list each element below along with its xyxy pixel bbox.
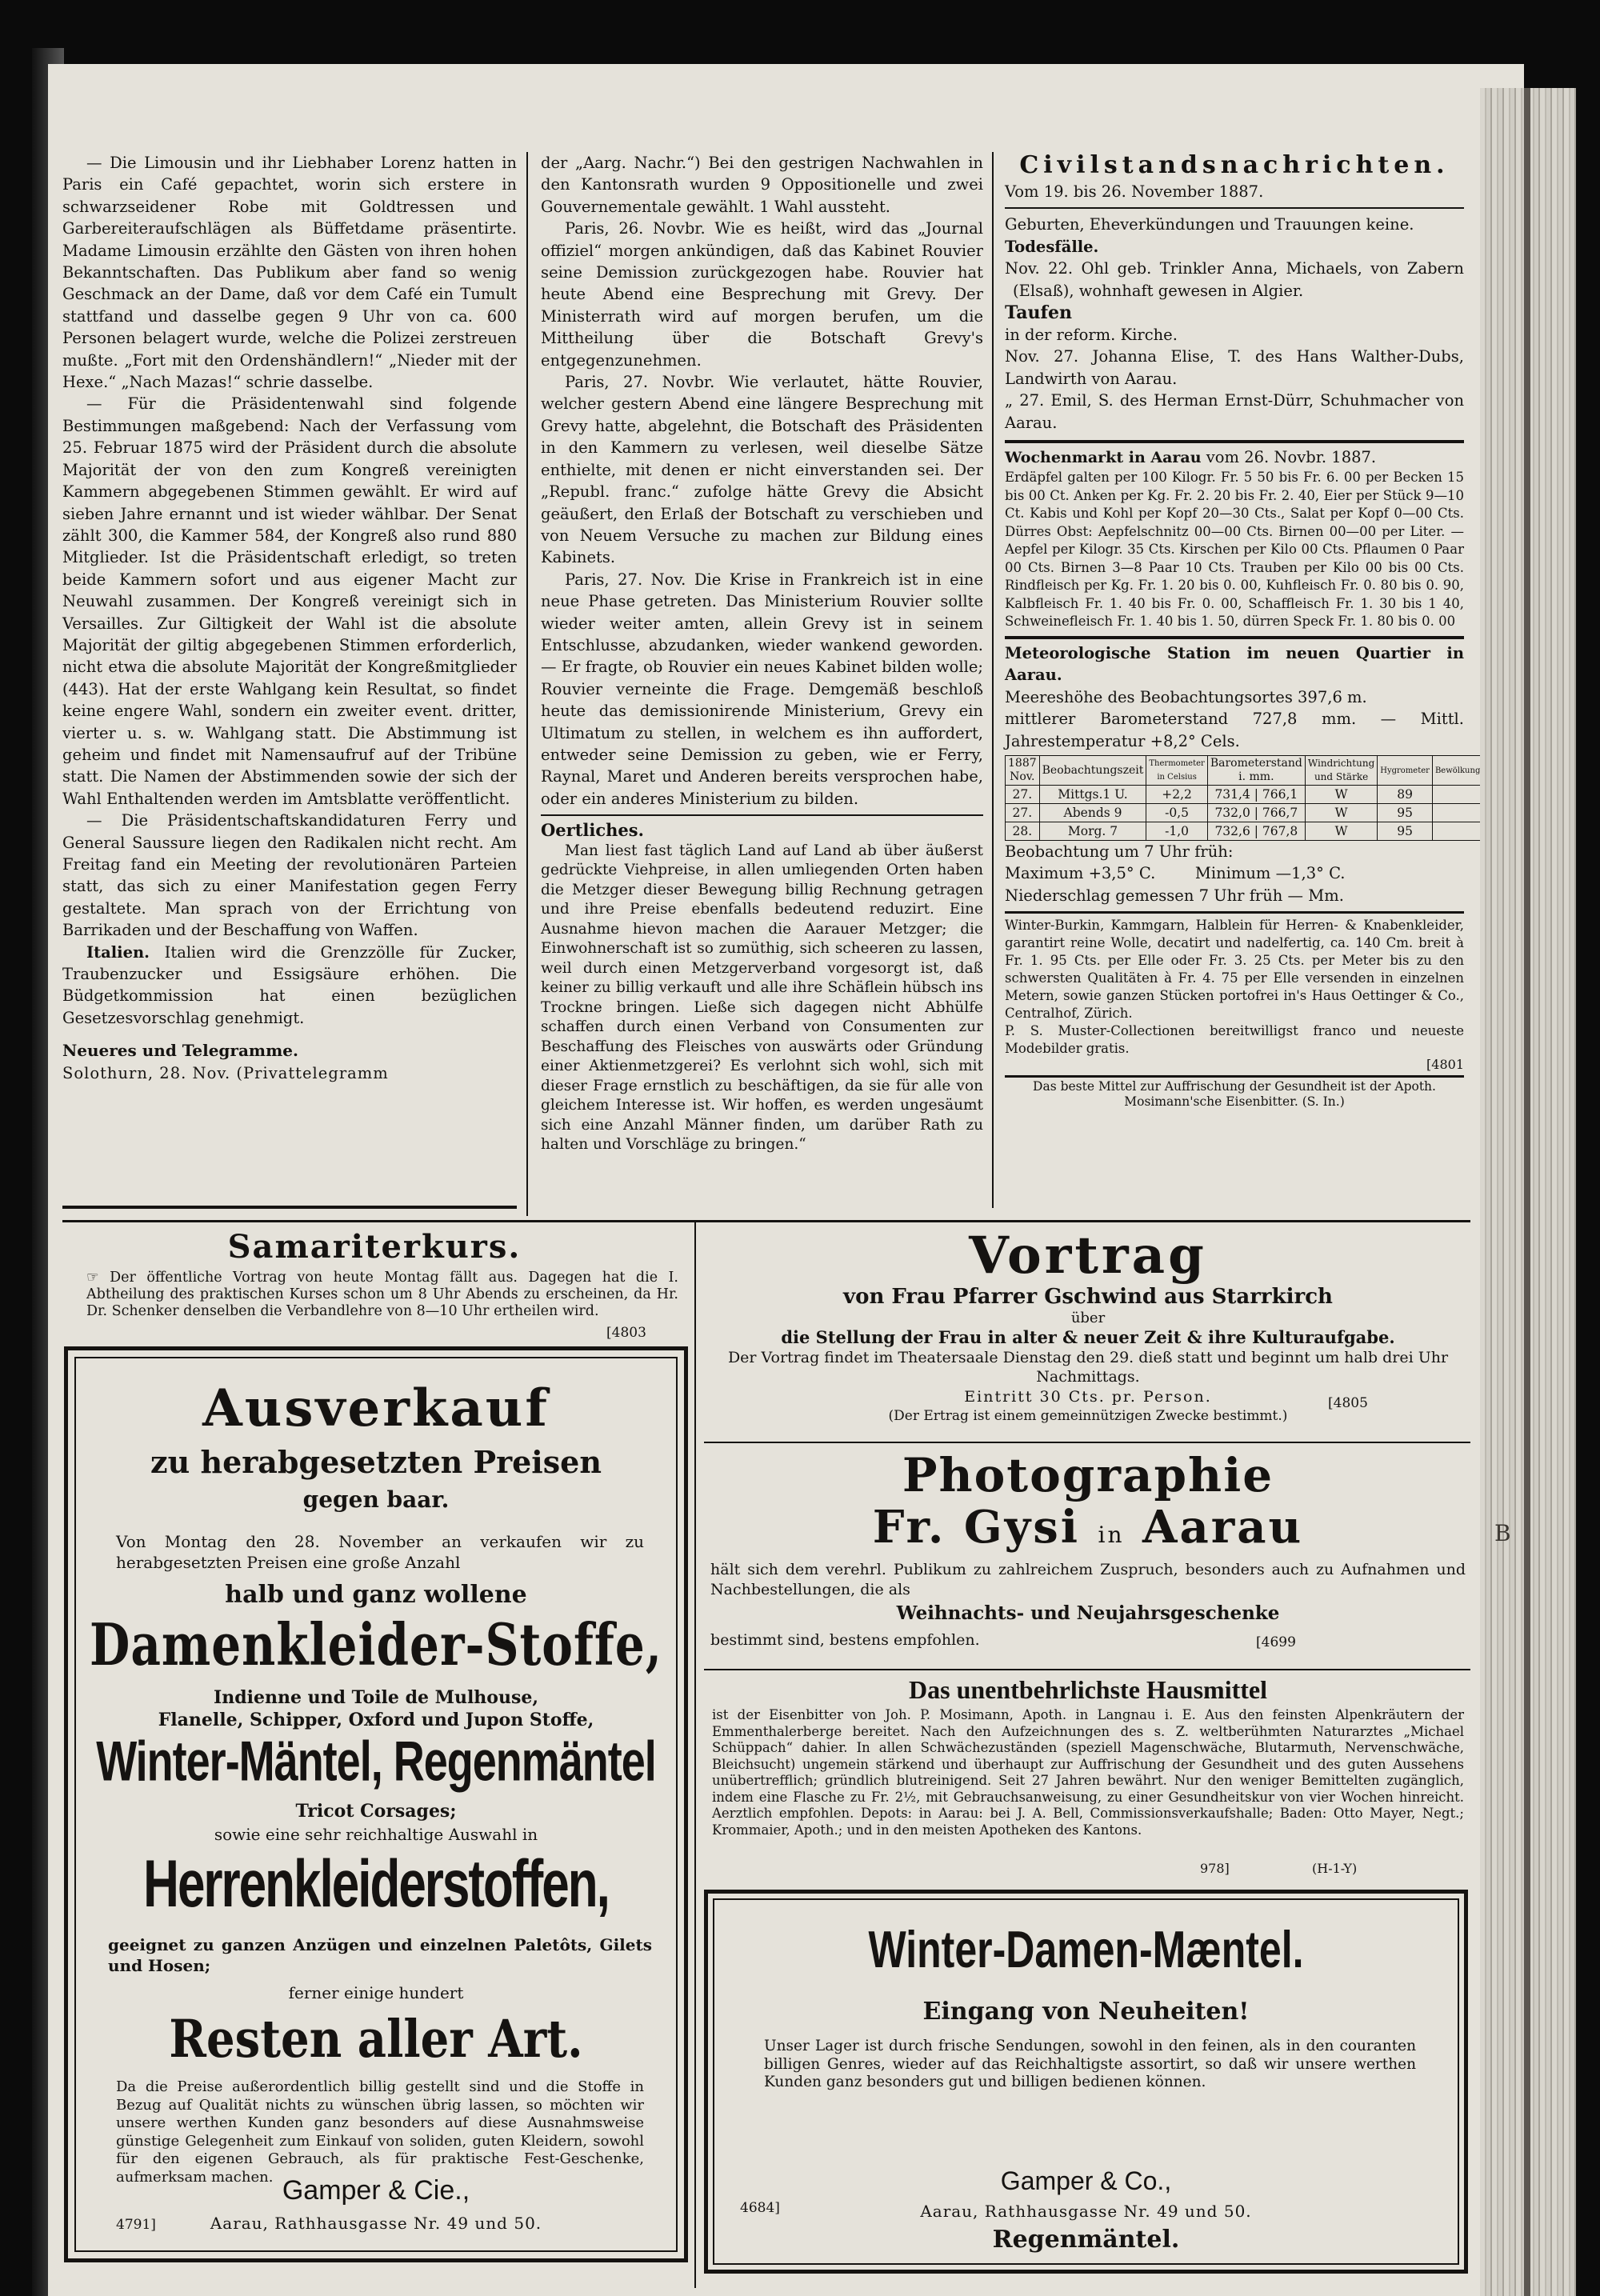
table-cell: Morg. 7 — [1039, 822, 1146, 841]
samariter-text — [86, 1270, 678, 1320]
table-cell: 95 — [1378, 804, 1433, 822]
oertliches-rule — [541, 814, 983, 816]
vortrag-topic: die Stellung der Frau in alter & neuer Zeit & ihre Kulturaufgabe. — [781, 1327, 1395, 1347]
ads-center-rule — [694, 1222, 696, 2288]
todesfaelle-heading: Todesfälle. — [1005, 237, 1099, 256]
baptism-1: Nov. 27. Johanna Elise, T. des Hans Walther-Dubs, Landwirth von Aarau. — [1005, 347, 1464, 388]
photo-text: hält sich dem verehrl. Publikum zu zahlreichem Zuspruch, besonders auch zu Aufnahmen und Nachbestellungen, die als — [710, 1561, 1466, 1598]
table-cell: -0,5 — [1146, 804, 1207, 822]
column-rule-left — [526, 152, 528, 1216]
ausverkauf-sowie: sowie eine sehr reichhaltige Auswahl in — [214, 1825, 538, 1844]
table-cell: W — [1305, 822, 1377, 841]
article-kandidaturen: — Die Präsidentschaftskandidaturen Ferry und General Saussure liegen den Radikalen nicht recht. Am Freitag fand ein Meeting der revolutionären Parteien statt, das sich zu einer Manifestation gegen Ferry gestaltete. Man sprach von der Errichtung von Barrikaden und der Beschaffung von Waffen. — [62, 811, 517, 940]
taufen-heading: Taufen — [1005, 302, 1072, 324]
hausmittel-code: (H-1-Y) — [1312, 1861, 1358, 1876]
samariter-title: Samariterkurs. — [227, 1228, 522, 1266]
winter-burkin-ps: P. S. Muster-Collectionen bereitwilligst franco und neueste Modebilder gratis. — [1005, 1023, 1464, 1057]
market-heading-line — [1005, 446, 1464, 469]
meteo-table-header — [1006, 756, 1546, 786]
damenmaentel-sub: Eingang von Neuheiten! — [922, 1998, 1250, 2026]
vortrag-number: [4805 — [1328, 1395, 1368, 1411]
hausmittel-text: ist der Eisenbitter von Joh. P. Mosimann, Apoth. in Langnau i. E. Aus den feinsten Alpenkräutern der Emmenthalerberge bereitet. Nach den Aufzeichnungen des s. Z. weltberühmten Naturarztes „Michael Schüppach“ dahier. In allen Schwächezuständen (speziell Magenschwäche, Blutarmuth, Nervenschwäche, Bleichsucht) ungemein stärkend und überhaupt zur Auffrischung der Gesundheit und des guten Aussehens unübertrefflich; gründlich blutreinigend. Seit 27 Jahren bewährt. Nur den weniger Bemittelten zugänglich, indem eine Flasche zu Fr. 2½, mit Gebrauchsanweisung, zu einer Gesundheitskur von vier Wochen hinreicht. Aerztlich empfohlen. Depots: in Aarau: bei J. A. Bell, Commissionsverkaufshalle; Baden: Otto Mayer, Negt.; Krommaier, Apoth.; und in den meisten Apotheken des Kantons. — [712, 1707, 1464, 1838]
vortrag-eintritt: Eintritt 30 Cts. pr. Person. — [964, 1388, 1212, 1406]
vortrag-by: von Frau Pfarrer Gschwind aus Starrkirch — [843, 1285, 1333, 1309]
civilstand-range: Vom 19. bis 26. November 1887. — [1005, 182, 1264, 201]
italien-heading: Italien. — [86, 942, 150, 962]
pointing-hand-icon: ☞ — [86, 1270, 110, 1286]
meteo-barometer: mittlerer Barometerstand 727,8 mm. — Mittl. Jahrestemperatur +8,2° Cels. — [1005, 710, 1464, 750]
civilstand-title: Civilstandsnachrichten. — [1019, 151, 1450, 179]
column-1 — [62, 152, 517, 1220]
meteo-col-date: 1887 Nov. — [1006, 756, 1040, 786]
ausverkauf-flanelle: Flanelle, Schipper, Oxford und Jupon Stoffe, — [158, 1710, 594, 1730]
market-date: vom 26. Novbr. 1887. — [1206, 448, 1377, 467]
col1-bottom-rule — [62, 1206, 517, 1209]
table-cell: 27. — [1006, 804, 1040, 822]
winter-burkin-ad: Winter-Burkin, Kammgarn, Halblein für Herren- & Knabenkleider, garantirt reine Wolle, decatirt und nadelfertig, ca. 140 Cm. breit à Fr. 1. 95 Cts. per Elle oder Fr. 3. 25 Cts. per Meter bis zu den schwersten Qualitäten à Fr. 4. 75 per Elle versenden in einzelnen Metern, sowie ganzen Stücken portofrei in's Haus Oettinger & Co., Centralhof, Zürich. — [1005, 918, 1464, 1022]
meteo-observation: Beobachtung um 7 Uhr früh: — [1005, 842, 1234, 861]
hausmittel-ad — [704, 1674, 1472, 1882]
meteo-col-thermo: Thermometer in Celsius — [1146, 756, 1207, 786]
photo-ad — [704, 1448, 1472, 1664]
article-paris-26: Paris, 26. Novbr. Wie es heißt, wird das „Journal offiziel“ morgen ankündigen, daß das Kabinet Rouvier seine Demission zurückgezogen habe. Rouvier hat heute Abend eine Besprechung mit Grevy. Der Ministerrath wird auf morgen berufen, um die Mittheilung über die Botschaft Grevy's entgegenzunehmen. — [541, 219, 983, 370]
meteo-col-time: Beobachtungszeit — [1039, 756, 1146, 786]
winter-burkin-number: [4801 — [1426, 1057, 1464, 1073]
article-paris-27a: Paris, 27. Novbr. Wie verlautet, hätte Rouvier, welcher gestern Abend eine längere Besprechung mit Grevy hatte, abgelehnt, die Botschaft des Präsidenten in den Kammern zu verlesen, weil dieselbe Sätze enthielte, mit denen er nicht einverstanden sei. Der „Republ. franc.“ zufolge hätte Grevy die Absicht geäußert, den Erlaß der Botschaft zu verschieben und von Neuem Versuche zu machen zur Bildung eines Kabinets. — [541, 373, 983, 567]
ausverkauf-intro: Von Montag den 28. November an verkaufen wir zu herabgesetzten Preisen eine große Anzahl — [116, 1532, 644, 1572]
death-entry: Nov. 22. Ohl geb. Trinkler Anna, Michaels, von Zabern (Elsaß), wohnhaft gewesen in Algier. — [1005, 259, 1464, 300]
ausverkauf-geeignet: geeignet zu ganzen Anzügen und einzelnen Paletôts, Gilets und Hosen; — [108, 1935, 652, 1975]
samariter-body: Der öffentliche Vortrag von heute Montag fällt aus. Dagegen hat die I. Abtheilung des praktischen Kurses schon um 8 Uhr Abends zu erscheinen, da Hr. Dr. Schenker denselben die Verbandlehre von 8—10 Uhr ertheilen wird. — [86, 1270, 678, 1319]
ausverkauf-herren: Herrenkleiderstoffen, — [143, 1846, 609, 1922]
photo-bestimmt: bestimmt sind, bestens empfohlen. — [710, 1631, 980, 1649]
book-edge-shadow — [1524, 88, 1530, 2296]
column-3 — [1005, 151, 1481, 1304]
ausverkauf-halb: halb und ganz wollene — [225, 1581, 527, 1609]
photo-in: in — [1098, 1522, 1125, 1548]
winter-ad-rule — [1005, 911, 1464, 914]
photo-gifts: Weihnachts- und Neujahrsgeschenke — [896, 1602, 1280, 1624]
ausverkauf-address: Aarau, Rathhausgasse Nr. 49 und 50. — [210, 2214, 542, 2233]
damenmaentel-footer: Regenmäntel. — [992, 2226, 1180, 2254]
article-praesidentenwahl: — Für die Präsidentenwahl sind folgende Bestimmungen maßgebend: Nach der Verfassung vom 25. Februar 1875 wird der Präsident durch die absolute Majorität der von den zum Kongreß vereinigten Kammern abgegebenen Stimmen gewählt. Er wird auf sieben Jahre ernannt und ist wieder wählbar. Der Senat zählt 300, die Kammer 584, der Kongreß also rund 880 Mitglieder. Ist die Präsidentschaft erledigt, so treten beide Kammern sofort und aus eigener Macht zur Neuwahl zusammen. Der Kongreß vereinigt sich in Versailles. Zur Giltigkeit der Wahl ist die absolute Majorität der giltig abgegebenen Stimmen erforderlich, nicht etwa die absolute Majorität der Kongreßmitglieder (443). Hat der erste Wahlgang kein Resultat, so findet keine engere Wahl, sondern ein zweiter event. dritter, vierter u. s. w. Wahlgang statt. Die Abstimmung ist geheim und findet mit Namensaufruf auf der Tribüne statt. Die Namen der Abstimmenden sowie der sich der Wahl Enthaltenden werden im Amtsblatte veröffentlicht. — [62, 394, 517, 808]
table-cell: 731,4 | 766,1 — [1207, 786, 1305, 804]
ausverkauf-ferner: ferner einige hundert — [288, 1983, 464, 2002]
table-cell: Abends 9 — [1039, 804, 1146, 822]
table-cell: 95 — [1378, 822, 1433, 841]
taufen-sub: in der reform. Kirche. — [1005, 326, 1178, 345]
meteo-col-baro: Barometerstand i. mm. — [1207, 756, 1305, 786]
column-rule-right — [992, 152, 994, 1208]
section-oertliches: Oertliches. — [541, 820, 644, 841]
meteo-col-wind: Windrichtung und Stärke — [1305, 756, 1377, 786]
photo-name-line — [704, 1502, 1472, 1560]
meteo-altitude: Meereshöhe des Beobachtungsortes 397,6 m. — [1005, 687, 1367, 706]
ausverkauf-body: Da die Preise außerordentlich billig gestellt sind und die Stoffe in Bezug auf Qualität nichts zu wünschen übrig lassen, so möchten wir unsere werthen Kunden ganz besonders auf diese Ausnahmsweise günstige Gelegenheit zum Einkauf von soliden, guten Kleidern, sowohl für den eigenen Gebrauch, als für praktische Fest-Geschenke, aufmerksam machen. — [116, 2078, 644, 2186]
table-cell: 732,0 | 766,7 — [1207, 804, 1305, 822]
ausverkauf-sub1: zu herabgesetzten Preisen — [150, 1444, 602, 1480]
table-cell: Mittgs.1 U. — [1039, 786, 1146, 804]
ausverkauf-indienne: Indienne und Toile de Mulhouse, — [213, 1687, 539, 1708]
table-cell — [1432, 786, 1482, 804]
table-cell: W — [1305, 786, 1377, 804]
ausverkauf-sub2: gegen baar. — [302, 1486, 450, 1513]
vortrag-ad — [704, 1228, 1472, 1436]
table-cell: 28. — [1006, 822, 1040, 841]
newspaper-page — [48, 64, 1524, 2296]
baptism-2: „ 27. Emil, S. des Herman Ernst-Dürr, Schuhmacher von Aarau. — [1005, 391, 1464, 432]
market-rule — [1005, 440, 1464, 443]
damenmaentel-address: Aarau, Rathhausgasse Nr. 49 und 50. — [920, 2202, 1252, 2221]
table-cell: +2,2 — [1146, 786, 1207, 804]
table-row — [1006, 822, 1546, 841]
damenmaentel-number: 4684] — [740, 2200, 780, 2216]
meteo-rule — [1005, 636, 1464, 639]
photo-rule — [704, 1669, 1470, 1670]
article-aarg: der „Aarg. Nachr.“) Bei den gestrigen Nachwahlen in den Kantonsrath wurden 9 Oppositionelle und zwei Gouvernementale gewählt. 1 Wahl aussteht. — [541, 154, 983, 216]
table-cell: 732,6 | 767,8 — [1207, 822, 1305, 841]
civilstand-none: Geburten, Eheverkündungen und Trauungen keine. — [1005, 215, 1414, 234]
section-neueres: Neueres und Telegramme. — [62, 1041, 298, 1061]
ausverkauf-title: Ausverkauf — [202, 1378, 550, 1438]
article-paris-27b: Paris, 27. Nov. Die Krise in Frankreich ist in eine neue Phase getreten. Das Ministerium Rouvier sollte wieder weiter amten, allein Grevy ist in seinem Entschlusse, abzudanken, wieder wankend geworden. — Er fragte, ob Rouvier ein neues Kabinet bilden wolle; Rouvier verneinte die Frage. Demgemäß beschloß heute das demissionirende Ministerium, Grevy ein Ultimatum zu stellen, in welchem es ihn auffordert, entweder seine Demission zu geben, wie er Ferry, Raynal, Maret und Anderen bereits versprochen habe, oder ein anderes Ministerium zu bilden. — [541, 570, 983, 808]
photo-name: Fr. Gysi — [872, 1501, 1081, 1554]
table-cell — [1432, 822, 1482, 841]
ausverkauf-winter: Winter-Mäntel, Regenmäntel — [96, 1730, 656, 1793]
ausverkauf-damenkleider: Damenkleider-Stoffe, — [90, 1610, 662, 1679]
samariter-number: [4803 — [606, 1325, 646, 1341]
eisen-rule — [1005, 1075, 1464, 1078]
italien-paragraph — [62, 942, 517, 1030]
vortrag-rule — [704, 1442, 1470, 1443]
vortrag-text: Der Vortrag findet im Theatersaale Dienstag den 29. dieß statt und beginnt um halb drei Uhr Nachmittags. — [727, 1349, 1449, 1386]
photo-city: Aarau — [1142, 1501, 1304, 1554]
meteo-col-cloud: Bewölkung — [1432, 756, 1482, 786]
table-cell: -1,0 — [1146, 822, 1207, 841]
meteo-maxmin: Maximum +3,5° C. Minimum —1,3° C. — [1005, 864, 1346, 883]
ausverkauf-number: 4791] — [116, 2217, 156, 2233]
eisenbitter-notice: Das beste Mittel zur Auffrischung der Gesundheit ist der Apoth. Mosimann'sche Eisenbitter. (S. In.) — [1033, 1079, 1436, 1110]
damenmaentel-ad — [704, 1890, 1468, 2274]
table-cell: W — [1305, 804, 1377, 822]
vortrag-ueber: über — [1070, 1310, 1106, 1326]
article-limousin: — Die Limousin und ihr Liebhaber Lorenz hatten in Paris ein Café gepachtet, worin sich erstere in schwarzseidener Robe mit Goldtressen und Garbereiteraufschlägen als Büffetdame präsentirte. Madame Limousin erzählte den Gästen von ihren hohen Bekanntschaften. Das Publikum aber fand so wenig Geschmack an der Dame, daß vor dem Café ein Tumult stattfand und dasselbe gegen 9 Uhr von ca. 600 Personen belagert wurde, welche die Polizei zerstreuen mußte. „Fort mit den Ordenshändlern!“ „Nieder mit der Hexe.“ „Nach Mazas!“ schrie dasselbe. — [62, 154, 517, 392]
photo-title: Photographie — [902, 1448, 1274, 1502]
article-viehpreise: Man liest fast täglich Land auf Land ab über äußerst gedrückte Viehpreise, in allen umliegenden Orten haben die Metzger dieser Bewegung billig Rechnung getragen und ihre Preise ebenfalls bedeutend reduzirt. Eine Ausnahme hievon machen die Aarauer Metzger; die Einwohnerschaft ist so zumüthig, sich scheeren zu lassen, weil durch einen Metzgerverband vorgesorgt ist, daß keiner zu billig verkauft und alle ihre Schäflein hübsch ins Trockne bringen. Ließe sich dagegen nicht Abhülfe schaffen durch einen Verband von Consumenten zur Beschaffung des Fleisches von auswärts oder Gründung einer Aktienmetzgerei? Es verlohnt sich wohl, sich mit dieser Frage ernstlich zu beschäftigen, da sie für alle von gleichem Interesse ist. Wir hoffen, es werden ungesäumt sich eine Anzahl Männer finden, um darüber Rath zu halten und Vorschläge zu bringen.“ — [541, 842, 983, 1154]
meteo-heading: Meteorologische Station im neuen Quartier in Aarau. — [1005, 643, 1464, 685]
column-2 — [541, 152, 983, 1228]
photo-number: [4699 — [1256, 1634, 1296, 1650]
damenmaentel-title: Winter-Damen-Mæntel. — [868, 1920, 1304, 1979]
ausverkauf-ad — [64, 1346, 688, 2262]
market-heading: Wochenmarkt in Aarau — [1005, 449, 1202, 467]
table-cell — [1432, 804, 1482, 822]
table-cell: 27. — [1006, 786, 1040, 804]
meteo-table — [1005, 755, 1546, 841]
ausverkauf-resten: Resten aller Art. — [169, 2009, 583, 2070]
ausverkauf-firm: Gamper & Cie., — [282, 2175, 470, 2206]
table-cell: 89 — [1378, 786, 1433, 804]
market-prices: Erdäpfel galten per 100 Kilogr. Fr. 5 50 bis Fr. 6. 00 per Becken 15 bis 00 Ct. Anken per Kg. Fr. 2. 20 bis Fr. 2. 40, Eier per Stück 9—10 Ct. Kabis und Kohl per Kopf 20—30 Cts., Salat per Kopf 0—00 Cts. Dürres Obst: Aepfelschnitz 00—00 Cts. Birnen 00—00 per Liter. — Aepfel per Kilogr. 35 Cts. Kirschen per Kilo 00 Cts. Pflaumen 0 Paar 00 Cts. Birnen 3—8 Paar 10 Cts. Trauben per Kilo 00 bis 00 Cts. Rindfleisch per Kg. Fr. 1. 20 bis 0. 00, Kuhfleisch Fr. 0. 80 bis 0. 90, Kalbfleisch Fr. 1. 40 bis Fr. 0. 00, Schaffleisch Fr. 1. 30 bis 1 40, Schweinefleisch Fr. 1. 40 bis 1. 50, dürren Speck Fr. 1. 80 bis 0. 00 — [1005, 470, 1464, 630]
ausverkauf-tricot: Tricot Corsages; — [295, 1801, 457, 1822]
edge-letter: B — [1494, 1520, 1511, 1546]
damenmaentel-firm: Gamper & Co., — [1000, 2166, 1172, 2195]
solothurn-dateline: Solothurn, 28. Nov. (Privattelegramm — [62, 1063, 389, 1082]
civilstand-rule — [1005, 207, 1464, 209]
damenmaentel-text: Unser Lager ist durch frische Sendungen, sowohl in den feinen, als in den couranten billigen Genres, wieder auf das Reichhaltigste assortirt, so daß wir unsere werthen Kunden ganz besonders gut und billigen bedienen können. — [764, 2038, 1416, 2090]
meteo-rain: Niederschlag gemessen 7 Uhr früh — Mm. — [1005, 886, 1344, 905]
article-italien: Italien wird die Grenzzölle für Zucker, Traubenzucker und Essigsäure erhöhen. Die Büdgetkommission hat einen bezüglichen Gesetzesvorschlag genehmigt. — [62, 942, 517, 1027]
table-row — [1006, 786, 1546, 804]
vortrag-ertrag: (Der Ertrag ist einem gemeinnützigen Zwecke bestimmt.) — [888, 1408, 1288, 1424]
hausmittel-title: Das unentbehrlichste Hausmittel — [909, 1675, 1267, 1704]
meteo-col-hygro: Hygrometer — [1378, 756, 1433, 786]
table-row — [1006, 804, 1546, 822]
vortrag-title: Vortrag — [969, 1226, 1207, 1286]
samariter-ad — [62, 1228, 686, 1340]
hausmittel-number: 978] — [1200, 1861, 1230, 1876]
